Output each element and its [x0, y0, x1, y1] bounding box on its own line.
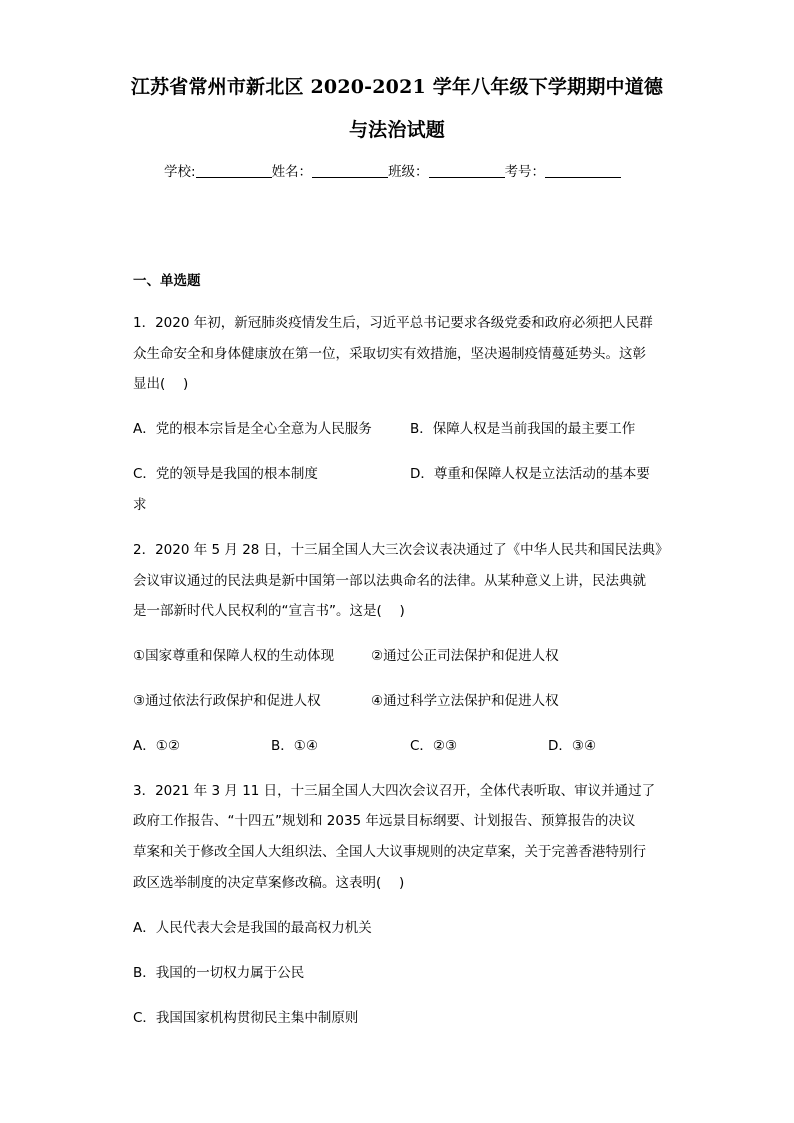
q2-stem-line1: 2．2020 年 5 月 28 日，十三届全国人大三次会议表决通过了《中华人民共和国民法典》: [133, 542, 669, 558]
name-label: 姓名：: [271, 164, 313, 180]
q1-stem-line1: 1．2020 年初，新冠肺炎疫情发生后，习近平总书记要求各级党委和政府必须把人民群: [133, 315, 653, 331]
q2-option-b: B．①④: [271, 738, 318, 754]
school-blank: [196, 163, 272, 178]
exam-title-line1: 江苏省常州市新北区 2020-2021 学年八年级下学期期中道德: [130, 76, 664, 98]
exam-title-line2: 与法治试题: [348, 119, 445, 141]
section-heading-single-choice: 一、单选题: [133, 273, 201, 289]
q2-item-3: ③通过依法行政保护和促进人权: [133, 693, 321, 709]
q2-stem-line3: 是一部新时代人民权利的“宣言书”。这是( ): [133, 603, 405, 619]
q2-stem-line2: 会议审议通过的民法典是新中国第一部以法典命名的法律。从某种意义上讲，民法典就: [133, 573, 646, 589]
q3-option-a: A．人民代表大会是我国的最高权力机关: [133, 920, 372, 936]
school-label: 学校:: [164, 164, 196, 180]
q3-stem-line1: 3．2021 年 3 月 11 日，十三届全国人大四次会议召开，全体代表听取、审议并通过了: [133, 783, 656, 799]
q2-item-2: ②通过公正司法保护和促进人权: [371, 648, 559, 664]
q1-option-b: B．保障人权是当前我国的最主要工作: [410, 421, 636, 437]
q3-stem-line2: 政府工作报告、“十四五”规划和 2035 年远景目标纲要、计划报告、预算报告的决议: [133, 813, 636, 829]
q2-option-a: A．①②: [133, 738, 180, 754]
q2-item-1: ①国家尊重和保障人权的生动体现: [133, 648, 335, 664]
q3-option-b: B．我国的一切权力属于公民: [133, 965, 305, 981]
q2-option-c: C．②③: [410, 738, 458, 754]
q2-option-d: D．③④: [548, 738, 597, 754]
student-info-row: [164, 160, 621, 180]
name-blank: [312, 163, 388, 178]
class-blank: [429, 163, 505, 178]
q1-option-c: C．党的领导是我国的根本制度: [133, 466, 318, 482]
q1-option-a: A．党的根本宗旨是全心全意为人民服务: [133, 421, 372, 437]
q3-stem-line4: 政区选举制度的决定草案修改稿。这表明( ): [133, 875, 405, 891]
class-label: 班级：: [388, 164, 429, 180]
exam-no-blank: [545, 163, 621, 178]
q1-stem-line2: 众生命安全和身体健康放在第一位，采取切实有效措施，坚决遏制疫情蔓延势头。这彰: [133, 346, 646, 362]
q3-option-c: C．我国国家机构贯彻民主集中制原则: [133, 1010, 359, 1026]
q1-option-d: D．尊重和保障人权是立法活动的基本要: [410, 466, 650, 482]
q3-stem-line3: 草案和关于修改全国人大组织法、全国人大议事规则的决定草案，关于完善香港特别行: [133, 844, 646, 860]
q2-item-4: ④通过科学立法保护和促进人权: [371, 693, 559, 709]
exam-no-label: 考号：: [504, 164, 546, 180]
q1-option-d-cont: 求: [133, 497, 147, 513]
q1-stem-line3: 显出( ): [133, 376, 189, 392]
